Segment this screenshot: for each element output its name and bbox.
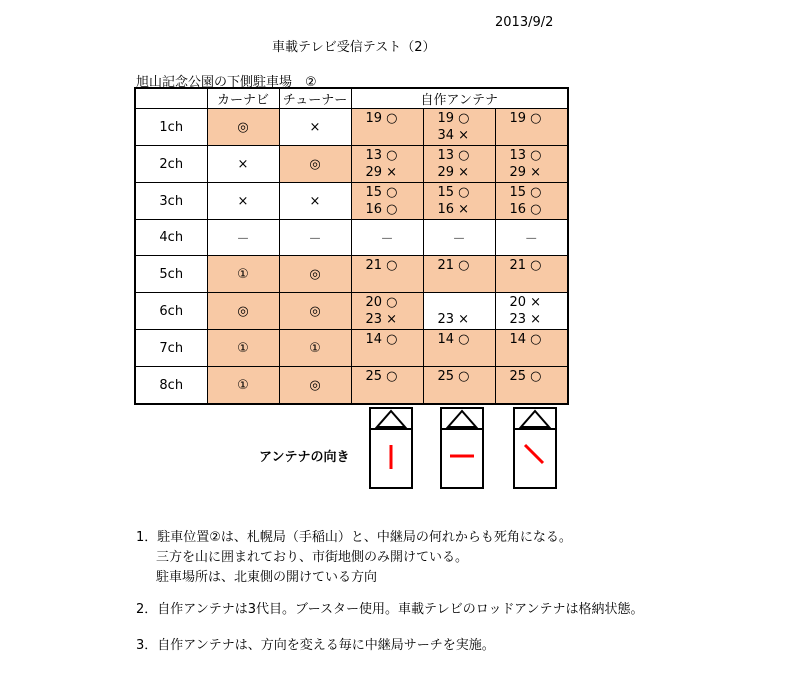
channel-label: 1ch bbox=[135, 109, 207, 146]
antenna-result-line: 13 ○ bbox=[365, 148, 398, 163]
antenna-result-line: 29 × bbox=[365, 165, 398, 180]
antenna-result-line: 19 ○ bbox=[509, 111, 542, 126]
channel-label: 6ch bbox=[135, 293, 207, 330]
note-3: 3．自作アンテナは、方向を変える毎に中継局サーチを実施。 bbox=[136, 638, 495, 653]
antenna-result-3 bbox=[495, 293, 568, 330]
antenna-result-line: 13 ○ bbox=[437, 148, 470, 163]
antenna-result-2 bbox=[423, 146, 495, 183]
antenna-result-line: 29 × bbox=[509, 165, 542, 180]
antenna-direction-label: アンテナの向き bbox=[259, 450, 350, 465]
header-tuner: チューナー bbox=[279, 88, 351, 109]
antenna-result-line: 19 ○ bbox=[437, 111, 470, 126]
header-blank bbox=[135, 88, 207, 109]
antenna-result-1 bbox=[351, 183, 423, 220]
antenna-result-line: 15 ○ bbox=[365, 185, 398, 200]
antenna-result-line: － bbox=[524, 232, 538, 247]
antenna-result-line: 23 × bbox=[509, 312, 542, 327]
date-label: 2013/9/2 bbox=[495, 15, 554, 30]
note-1 bbox=[136, 528, 572, 588]
antenna-result-line: 20 ○ bbox=[365, 295, 398, 310]
channel-label: 3ch bbox=[135, 183, 207, 220]
note-1-line-2: 三方を山に囲まれており、市街地側のみ開けている。 bbox=[156, 550, 469, 565]
table-row bbox=[135, 220, 568, 256]
antenna-result-1 bbox=[351, 256, 423, 293]
antenna-result-1 bbox=[351, 293, 423, 330]
car-navi-result: ① bbox=[207, 330, 279, 367]
antenna-result-3 bbox=[495, 109, 568, 146]
antenna-result-line: 16 ○ bbox=[365, 202, 398, 217]
channel-label: 2ch bbox=[135, 146, 207, 183]
antenna-result-line: 15 ○ bbox=[437, 185, 470, 200]
antenna-result-line: 21 ○ bbox=[437, 258, 470, 273]
antenna-result-line: 16 × bbox=[437, 202, 470, 217]
tuner-result: × bbox=[279, 109, 351, 146]
car-navi-result: ◎ bbox=[207, 293, 279, 330]
antenna-result-line: 21 ○ bbox=[365, 258, 398, 273]
tuner-result: ◎ bbox=[279, 367, 351, 405]
antenna-result-line: 15 ○ bbox=[509, 185, 542, 200]
tuner-result: ◎ bbox=[279, 293, 351, 330]
antenna-result-line: 14 ○ bbox=[365, 332, 398, 347]
header-antenna: 自作アンテナ bbox=[351, 88, 568, 109]
antenna-result-3 bbox=[495, 330, 568, 367]
car-navi-result: ① bbox=[207, 256, 279, 293]
antenna-result-2 bbox=[423, 367, 495, 405]
channel-label: 7ch bbox=[135, 330, 207, 367]
antenna-result-3 bbox=[495, 367, 568, 405]
antenna-result-2 bbox=[423, 330, 495, 367]
antenna-result-line: 19 ○ bbox=[365, 111, 398, 126]
antenna-result-1 bbox=[351, 367, 423, 405]
car-navi-result: － bbox=[207, 220, 279, 256]
antenna-result-line: 23 × bbox=[365, 312, 398, 327]
antenna-result-line: 25 ○ bbox=[509, 369, 542, 384]
antenna-result-line: 20 × bbox=[509, 295, 542, 310]
antenna-diagonal-icon bbox=[513, 407, 557, 489]
note-1-line-1: 1．駐車位置②は、札幌局（手稲山）と、中継局の何れからも死角になる。 bbox=[136, 530, 572, 545]
antenna-result-line: 29 × bbox=[437, 165, 470, 180]
car-navi-result: × bbox=[207, 183, 279, 220]
channel-label: 5ch bbox=[135, 256, 207, 293]
note-1-line-3: 駐車場所は、北東側の開けている方向 bbox=[156, 570, 378, 585]
channel-label: 4ch bbox=[135, 220, 207, 256]
tuner-result: × bbox=[279, 183, 351, 220]
table-row bbox=[135, 293, 568, 330]
table-row bbox=[135, 330, 568, 367]
table-header-row bbox=[135, 88, 568, 109]
antenna-result-line: 16 ○ bbox=[509, 202, 542, 217]
antenna-result-1 bbox=[351, 220, 423, 256]
antenna-result-line: 14 ○ bbox=[437, 332, 470, 347]
antenna-result-2 bbox=[423, 293, 495, 330]
tuner-result: ① bbox=[279, 330, 351, 367]
table-row bbox=[135, 183, 568, 220]
header-car-navi: カーナビ bbox=[207, 88, 279, 109]
antenna-result-3 bbox=[495, 220, 568, 256]
antenna-result-line: 21 ○ bbox=[509, 258, 542, 273]
table-row bbox=[135, 109, 568, 146]
table-row bbox=[135, 367, 568, 405]
location-subtitle: 旭山記念公園の下側駐車場 ② bbox=[136, 75, 317, 90]
page-title: 車載テレビ受信テスト（2） bbox=[272, 40, 436, 55]
antenna-result-line bbox=[424, 294, 495, 311]
antenna-result-line: － bbox=[452, 232, 466, 247]
antenna-result-line: 25 ○ bbox=[437, 369, 470, 384]
table-row bbox=[135, 256, 568, 293]
antenna-result-line: 25 ○ bbox=[365, 369, 398, 384]
car-navi-result: ◎ bbox=[207, 109, 279, 146]
car-navi-result: × bbox=[207, 146, 279, 183]
antenna-result-1 bbox=[351, 109, 423, 146]
antenna-result-2 bbox=[423, 256, 495, 293]
antenna-horizontal-icon bbox=[440, 407, 484, 489]
note-2: 2．自作アンテナは3代目。ブースター使用。車載テレビのロッドアンテナは格納状態。 bbox=[136, 602, 644, 617]
channel-label: 8ch bbox=[135, 367, 207, 405]
tuner-result: ◎ bbox=[279, 256, 351, 293]
antenna-result-3 bbox=[495, 183, 568, 220]
antenna-result-2 bbox=[423, 109, 495, 146]
reception-table bbox=[134, 87, 569, 405]
antenna-result-3 bbox=[495, 146, 568, 183]
antenna-vertical-icon bbox=[369, 407, 413, 489]
antenna-result-1 bbox=[351, 330, 423, 367]
antenna-result-2 bbox=[423, 220, 495, 256]
antenna-result-2 bbox=[423, 183, 495, 220]
antenna-result-3 bbox=[495, 256, 568, 293]
tuner-result: － bbox=[279, 220, 351, 256]
antenna-result-line: 14 ○ bbox=[509, 332, 542, 347]
antenna-result-line: 13 ○ bbox=[509, 148, 542, 163]
antenna-result-line: 23 × bbox=[437, 312, 470, 327]
antenna-result-line: 34 × bbox=[437, 128, 470, 143]
table-row bbox=[135, 146, 568, 183]
antenna-result-line: － bbox=[380, 232, 394, 247]
antenna-result-1 bbox=[351, 146, 423, 183]
car-navi-result: ① bbox=[207, 367, 279, 405]
tuner-result: ◎ bbox=[279, 146, 351, 183]
